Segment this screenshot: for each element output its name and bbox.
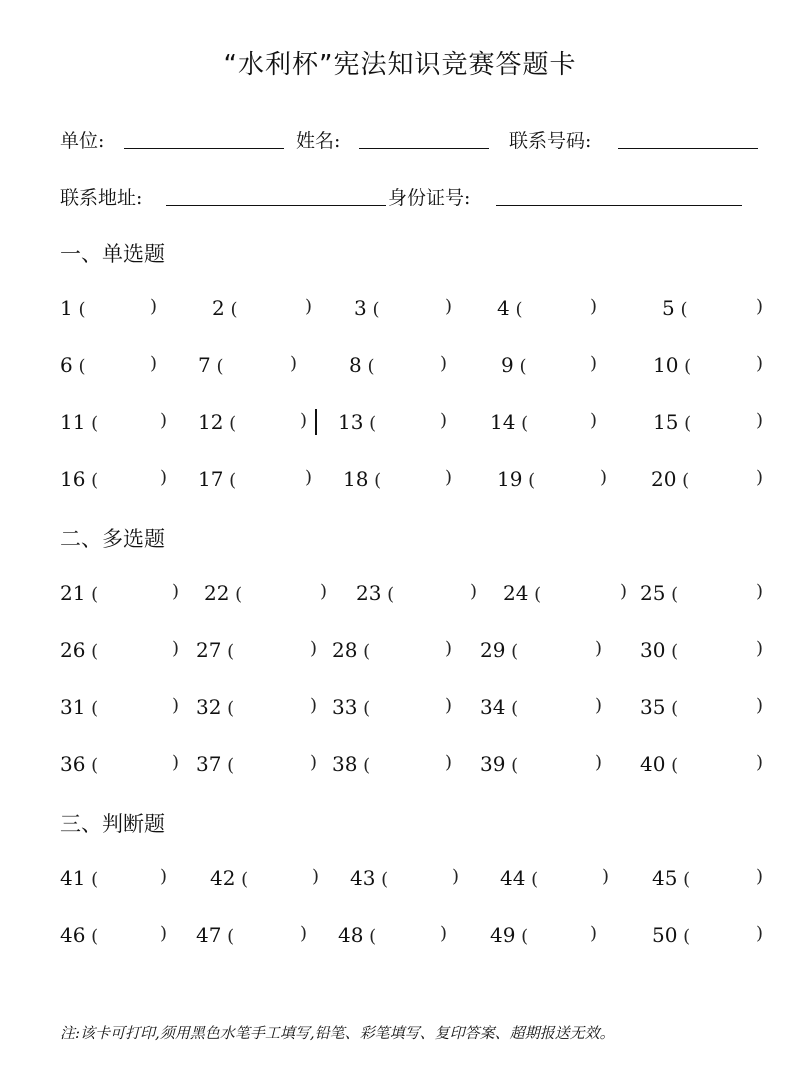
question-number: 48 — [338, 923, 364, 947]
question-12 — [198, 410, 236, 434]
question-34 — [480, 695, 518, 719]
section-heading-true-false: 三、判断题 — [60, 812, 165, 836]
question-number: 22 — [204, 581, 230, 605]
question-number: 2 — [212, 296, 225, 320]
answer-open-paren: ( — [363, 413, 377, 434]
question-2 — [212, 296, 237, 320]
question-number: 6 — [60, 353, 73, 377]
question-21 — [60, 581, 98, 605]
answer-open-paren: ( — [678, 413, 692, 434]
question-number: 14 — [490, 410, 516, 434]
question-number: 32 — [196, 695, 222, 719]
question-20 — [651, 467, 689, 491]
question-25 — [640, 581, 678, 605]
answer-open-paren: ( — [357, 755, 371, 776]
question-number: 11 — [60, 410, 86, 434]
question-32 — [196, 695, 234, 719]
answer-blank-31[interactable]: ) — [172, 695, 180, 716]
answer-open-paren: ( — [221, 698, 235, 719]
question-number: 36 — [60, 752, 86, 776]
answer-blank-4[interactable]: ) — [590, 296, 598, 317]
question-46 — [60, 923, 98, 947]
question-15 — [653, 410, 691, 434]
question-number: 7 — [198, 353, 211, 377]
answer-blank-12[interactable]: ) — [300, 410, 308, 431]
answer-blank-11[interactable]: ) — [160, 410, 168, 431]
question-number: 30 — [640, 638, 666, 662]
question-42 — [210, 866, 248, 890]
phone-label: 联系号码: — [509, 130, 592, 152]
answer-blank-42[interactable]: ) — [312, 866, 320, 887]
answer-blank-13[interactable]: ) — [440, 410, 448, 431]
answer-open-paren: ( — [665, 584, 679, 605]
answer-blank-46[interactable]: ) — [160, 923, 168, 944]
question-28 — [332, 638, 370, 662]
question-19 — [497, 467, 535, 491]
question-49 — [490, 923, 528, 947]
question-50 — [652, 923, 690, 947]
question-number: 41 — [60, 866, 86, 890]
answer-blank-27[interactable]: ) — [310, 638, 318, 659]
question-38 — [332, 752, 370, 776]
answer-open-paren: ( — [72, 299, 86, 320]
question-number: 39 — [480, 752, 506, 776]
answer-open-paren: ( — [366, 299, 380, 320]
answer-open-paren: ( — [677, 926, 691, 947]
name-label: 姓名: — [296, 130, 341, 152]
question-number: 4 — [497, 296, 510, 320]
question-number: 9 — [501, 353, 514, 377]
answer-blank-23[interactable]: ) — [470, 581, 478, 602]
question-number: 21 — [60, 581, 86, 605]
unit-label: 单位: — [60, 130, 105, 152]
question-5 — [662, 296, 687, 320]
answer-blank-16[interactable]: ) — [160, 467, 168, 488]
question-number: 12 — [198, 410, 224, 434]
question-number: 18 — [343, 467, 369, 491]
question-26 — [60, 638, 98, 662]
answer-open-paren: ( — [221, 755, 235, 776]
answer-blank-39[interactable]: ) — [595, 752, 603, 773]
answer-open-paren: ( — [85, 755, 99, 776]
answer-open-paren: ( — [85, 926, 99, 947]
question-39 — [480, 752, 518, 776]
answer-blank-41[interactable]: ) — [160, 866, 168, 887]
answer-open-paren: ( — [513, 356, 527, 377]
answer-blank-20[interactable]: ) — [756, 467, 764, 488]
answer-open-paren: ( — [85, 470, 99, 491]
question-16 — [60, 467, 98, 491]
question-number: 10 — [653, 353, 679, 377]
question-number: 45 — [652, 866, 678, 890]
question-number: 37 — [196, 752, 222, 776]
question-number: 27 — [196, 638, 222, 662]
question-number: 19 — [497, 467, 523, 491]
answer-blank-6[interactable]: ) — [150, 353, 158, 374]
answer-blank-50[interactable]: ) — [756, 923, 764, 944]
question-29 — [480, 638, 518, 662]
page-title: “水利杯”宪法知识竞赛答题卡 — [223, 50, 577, 80]
answer-open-paren: ( — [674, 299, 688, 320]
answer-blank-2[interactable]: ) — [305, 296, 313, 317]
answer-blank-37[interactable]: ) — [310, 752, 318, 773]
question-number: 34 — [480, 695, 506, 719]
question-number: 28 — [332, 638, 358, 662]
answer-blank-34[interactable]: ) — [595, 695, 603, 716]
section-heading-single-choice: 一、单选题 — [60, 242, 165, 266]
answer-open-paren: ( — [381, 584, 395, 605]
answer-open-paren: ( — [223, 413, 237, 434]
question-44 — [500, 866, 538, 890]
answer-open-paren: ( — [363, 926, 377, 947]
id-number-field[interactable] — [496, 205, 742, 206]
answer-open-paren: ( — [676, 470, 690, 491]
answer-blank-33[interactable]: ) — [445, 695, 453, 716]
answer-blank-44[interactable]: ) — [602, 866, 610, 887]
question-1 — [60, 296, 85, 320]
name-field[interactable] — [359, 148, 489, 149]
answer-blank-15[interactable]: ) — [756, 410, 764, 431]
question-43 — [350, 866, 388, 890]
question-number: 26 — [60, 638, 86, 662]
question-4 — [497, 296, 522, 320]
question-40 — [640, 752, 678, 776]
answer-open-paren: ( — [223, 470, 237, 491]
answer-open-paren: ( — [515, 926, 529, 947]
question-37 — [196, 752, 234, 776]
answer-open-paren: ( — [665, 698, 679, 719]
answer-open-paren: ( — [505, 641, 519, 662]
answer-open-paren: ( — [72, 356, 86, 377]
answer-blank-49[interactable]: ) — [590, 923, 598, 944]
question-33 — [332, 695, 370, 719]
question-35 — [640, 695, 678, 719]
answer-open-paren: ( — [677, 869, 691, 890]
answer-blank-32[interactable]: ) — [310, 695, 318, 716]
answer-open-paren: ( — [221, 641, 235, 662]
answer-blank-9[interactable]: ) — [590, 353, 598, 374]
question-number: 35 — [640, 695, 666, 719]
question-22 — [204, 581, 242, 605]
answer-open-paren: ( — [505, 755, 519, 776]
answer-blank-22[interactable]: ) — [320, 581, 328, 602]
answer-open-paren: ( — [509, 299, 523, 320]
question-number: 25 — [640, 581, 666, 605]
question-10 — [653, 353, 691, 377]
answer-open-paren: ( — [85, 584, 99, 605]
question-45 — [652, 866, 690, 890]
phone-field[interactable] — [618, 148, 758, 149]
answer-open-paren: ( — [368, 470, 382, 491]
question-number: 17 — [198, 467, 224, 491]
answer-blank-29[interactable]: ) — [595, 638, 603, 659]
question-number: 16 — [60, 467, 86, 491]
question-7 — [198, 353, 223, 377]
question-number: 24 — [503, 581, 529, 605]
answer-blank-28[interactable]: ) — [445, 638, 453, 659]
answer-open-paren: ( — [665, 755, 679, 776]
question-9 — [501, 353, 526, 377]
question-6 — [60, 353, 85, 377]
answer-blank-1[interactable]: ) — [150, 296, 158, 317]
question-17 — [198, 467, 236, 491]
answer-open-paren: ( — [361, 356, 375, 377]
question-3 — [354, 296, 379, 320]
answer-blank-8[interactable]: ) — [440, 353, 448, 374]
question-number: 50 — [652, 923, 678, 947]
question-11 — [60, 410, 98, 434]
question-8 — [349, 353, 374, 377]
answer-blank-10[interactable]: ) — [756, 353, 764, 374]
question-number: 40 — [640, 752, 666, 776]
answer-open-paren: ( — [357, 641, 371, 662]
answer-open-paren: ( — [224, 299, 238, 320]
question-41 — [60, 866, 98, 890]
answer-blank-35[interactable]: ) — [756, 695, 764, 716]
answer-open-paren: ( — [210, 356, 224, 377]
answer-blank-47[interactable]: ) — [300, 923, 308, 944]
id-number-label: 身份证号: — [388, 187, 471, 209]
answer-blank-24[interactable]: ) — [620, 581, 628, 602]
answer-blank-21[interactable]: ) — [172, 581, 180, 602]
text-cursor — [315, 409, 317, 435]
answer-open-paren: ( — [85, 641, 99, 662]
question-23 — [356, 581, 394, 605]
answer-open-paren: ( — [528, 584, 542, 605]
answer-open-paren: ( — [229, 584, 243, 605]
answer-open-paren: ( — [221, 926, 235, 947]
answer-open-paren: ( — [678, 356, 692, 377]
answer-open-paren: ( — [235, 869, 249, 890]
question-number: 20 — [651, 467, 677, 491]
question-number: 42 — [210, 866, 236, 890]
answer-blank-5[interactable]: ) — [756, 296, 764, 317]
answer-blank-48[interactable]: ) — [440, 923, 448, 944]
question-number: 1 — [60, 296, 73, 320]
question-31 — [60, 695, 98, 719]
address-field[interactable] — [166, 205, 386, 206]
answer-open-paren: ( — [515, 413, 529, 434]
answer-open-paren: ( — [85, 413, 99, 434]
answer-blank-3[interactable]: ) — [445, 296, 453, 317]
address-label: 联系地址: — [60, 187, 143, 209]
answer-blank-18[interactable]: ) — [445, 467, 453, 488]
answer-blank-25[interactable]: ) — [756, 581, 764, 602]
answer-open-paren: ( — [505, 698, 519, 719]
question-number: 15 — [653, 410, 679, 434]
answer-open-paren: ( — [357, 698, 371, 719]
question-48 — [338, 923, 376, 947]
question-36 — [60, 752, 98, 776]
question-number: 3 — [354, 296, 367, 320]
answer-blank-17[interactable]: ) — [305, 467, 313, 488]
question-number: 49 — [490, 923, 516, 947]
answer-blank-43[interactable]: ) — [452, 866, 460, 887]
section-heading-multiple-choice: 二、多选题 — [60, 527, 165, 551]
question-number: 13 — [338, 410, 364, 434]
answer-blank-40[interactable]: ) — [756, 752, 764, 773]
answer-open-paren: ( — [375, 869, 389, 890]
answer-blank-36[interactable]: ) — [172, 752, 180, 773]
answer-open-paren: ( — [665, 641, 679, 662]
answer-blank-45[interactable]: ) — [756, 866, 764, 887]
answer-blank-26[interactable]: ) — [172, 638, 180, 659]
question-number: 23 — [356, 581, 382, 605]
question-27 — [196, 638, 234, 662]
question-47 — [196, 923, 234, 947]
question-number: 47 — [196, 923, 222, 947]
question-14 — [490, 410, 528, 434]
question-number: 29 — [480, 638, 506, 662]
question-number: 33 — [332, 695, 358, 719]
answer-blank-7[interactable]: ) — [290, 353, 298, 374]
question-24 — [503, 581, 541, 605]
answer-open-paren: ( — [525, 869, 539, 890]
question-number: 43 — [350, 866, 376, 890]
answer-open-paren: ( — [85, 698, 99, 719]
question-number: 31 — [60, 695, 86, 719]
question-number: 38 — [332, 752, 358, 776]
question-18 — [343, 467, 381, 491]
question-number: 44 — [500, 866, 526, 890]
answer-open-paren: ( — [85, 869, 99, 890]
question-13 — [338, 410, 376, 434]
question-30 — [640, 638, 678, 662]
answer-blank-30[interactable]: ) — [756, 638, 764, 659]
question-number: 8 — [349, 353, 362, 377]
footer-note: 注:该卡可打印,须用黑色水笔手工填写,铅笔、彩笔填写、复印答案、超期报送无效。 — [60, 1024, 615, 1042]
question-number: 46 — [60, 923, 86, 947]
answer-blank-14[interactable]: ) — [590, 410, 598, 431]
unit-field[interactable] — [124, 148, 284, 149]
answer-blank-38[interactable]: ) — [445, 752, 453, 773]
answer-blank-19[interactable]: ) — [600, 467, 608, 488]
answer-open-paren: ( — [522, 470, 536, 491]
question-number: 5 — [662, 296, 675, 320]
